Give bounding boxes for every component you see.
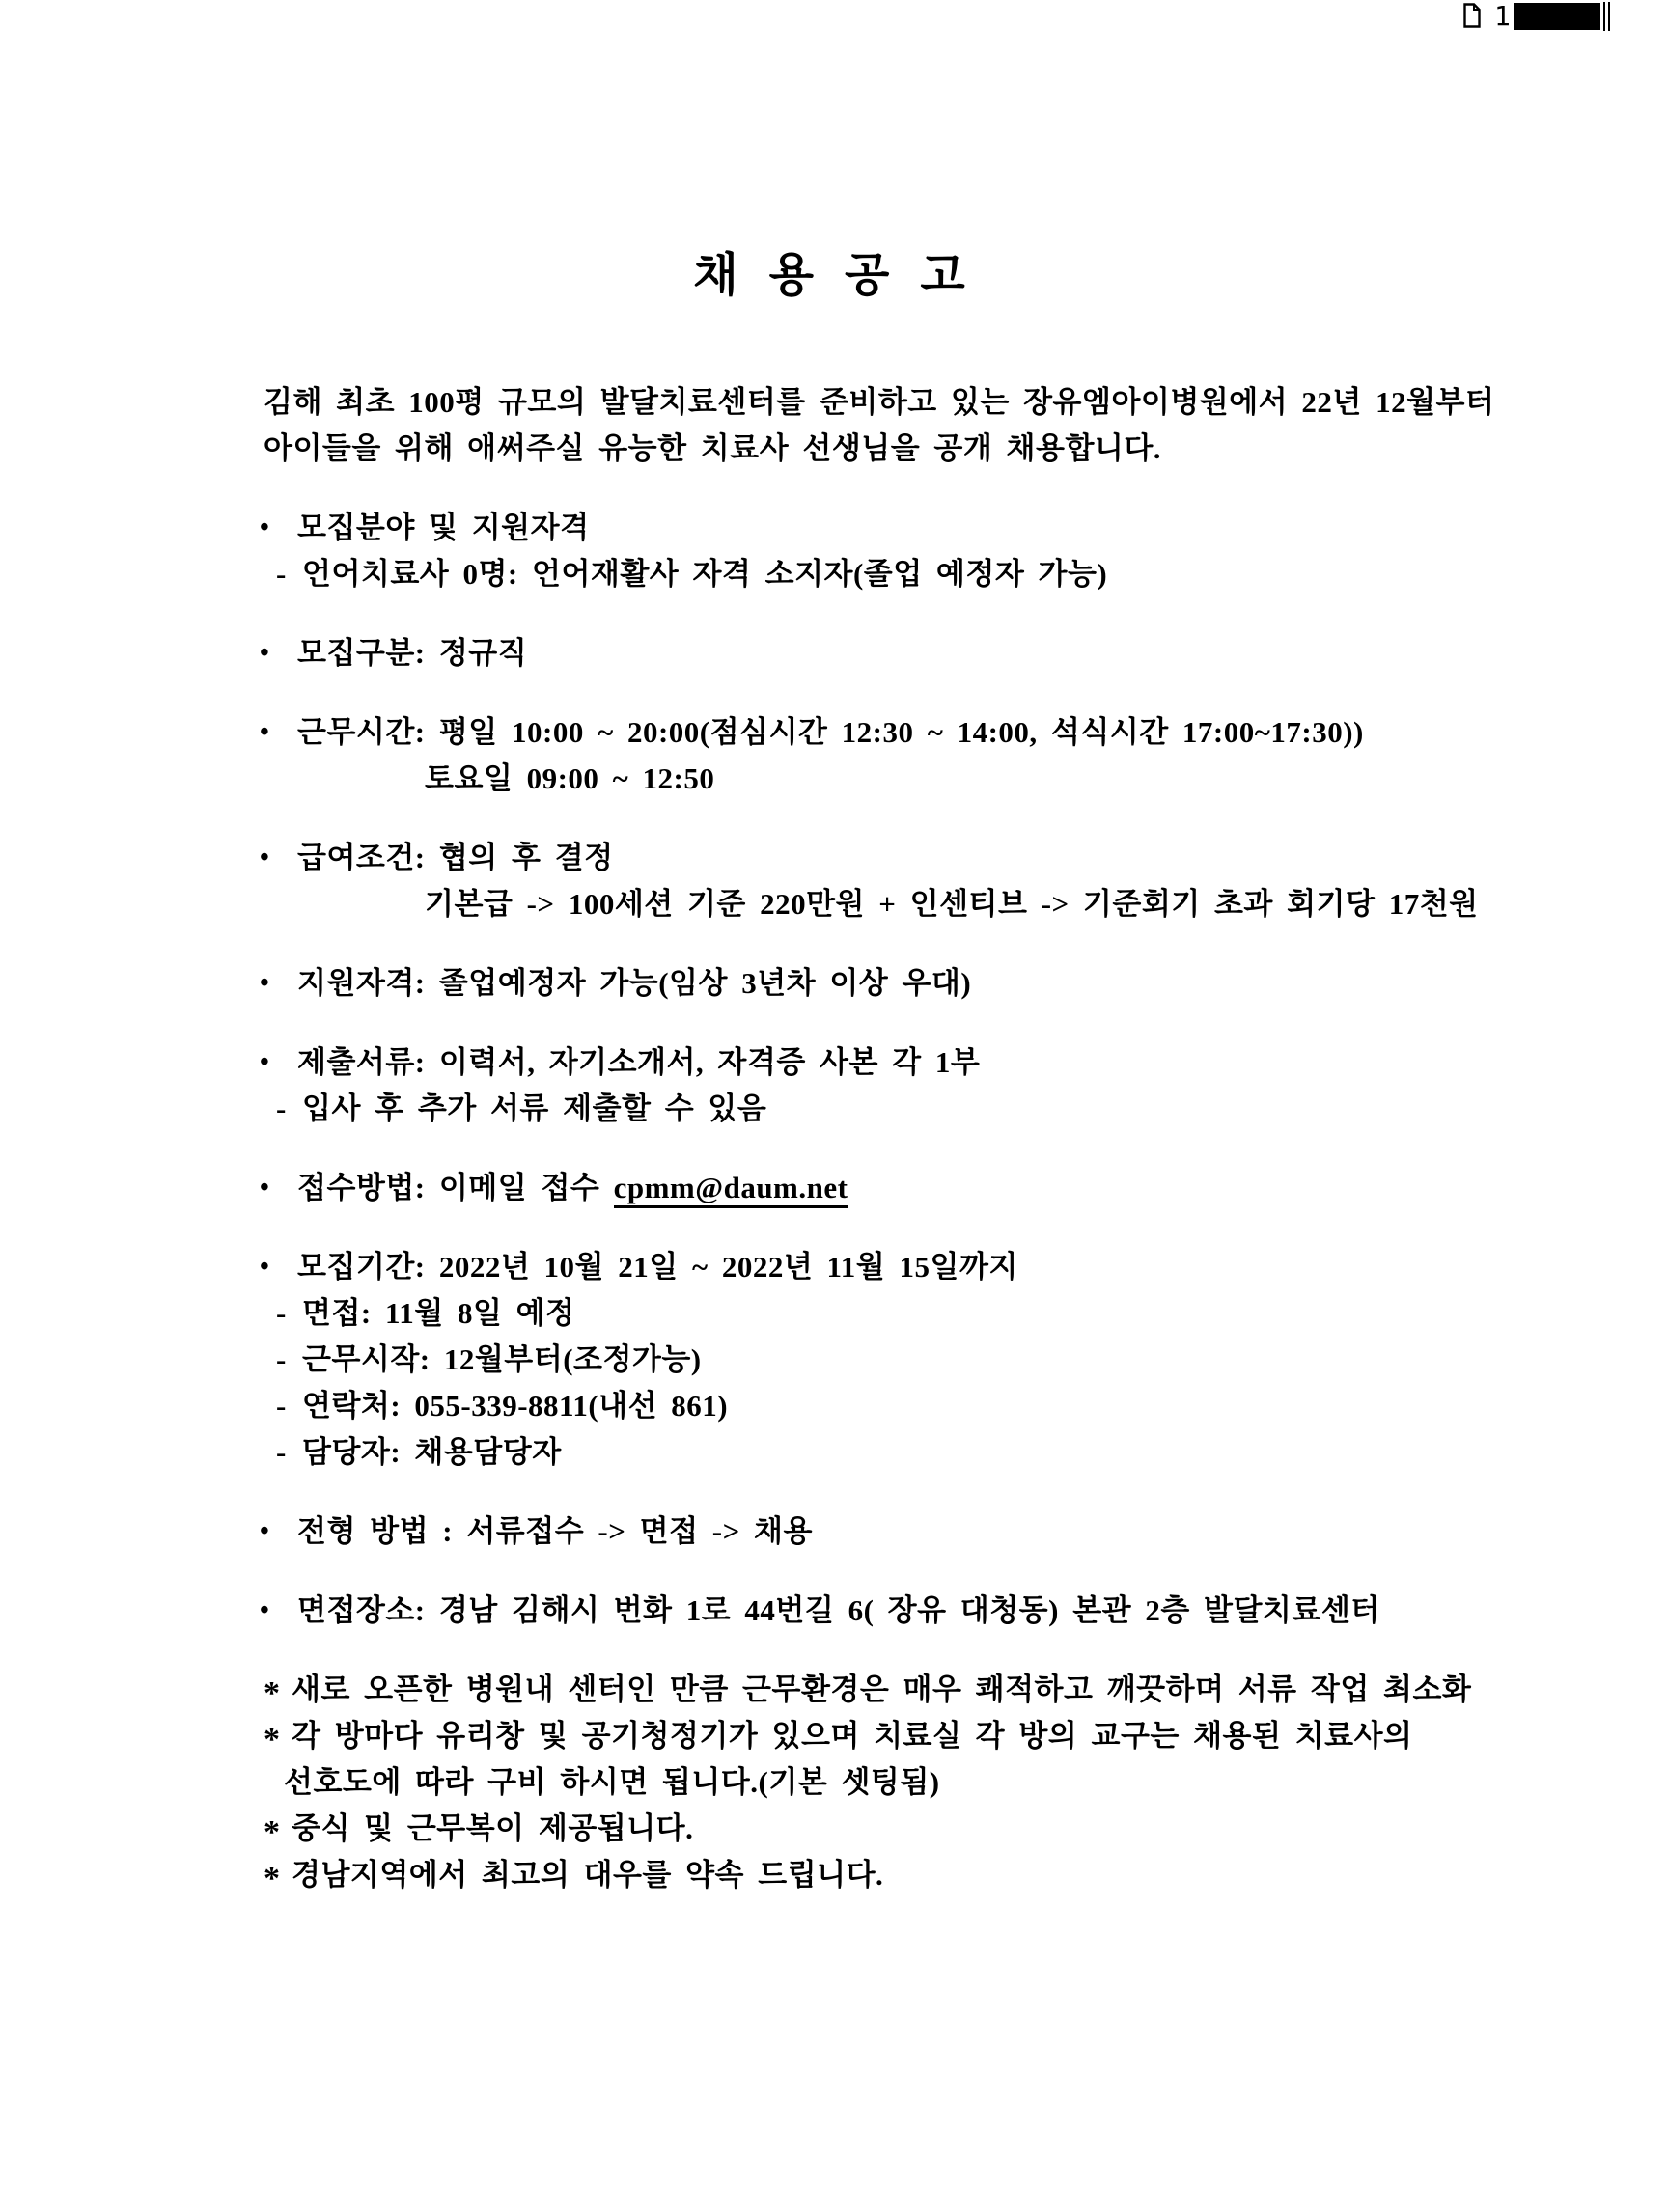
star-marker-icon: * bbox=[264, 1675, 281, 1711]
line-text: 면접장소: 경남 김해시 번화 1로 44번길 6( 장유 대청동) 본관 2층 발달치료센터 bbox=[297, 1593, 1380, 1627]
notice-body bbox=[0, 379, 1668, 1898]
notice-line bbox=[0, 1588, 1668, 1634]
notice-line bbox=[0, 1713, 1668, 1759]
line-text: 지원자격: 졸업예정자 가능(임상 3년차 이상 우대) bbox=[297, 966, 972, 1000]
bullet-marker-icon: • bbox=[260, 1595, 270, 1625]
line-text: 아이들을 위해 애써주실 유능한 치료사 선생님을 공개 채용합니다. bbox=[264, 431, 1162, 465]
bullet-marker-icon: • bbox=[260, 843, 270, 872]
line-text: 근무시간: 평일 10:00 ~ 20:00(점심시간 12:30 ~ 14:00, 석식시간 17:00~17:30)) bbox=[297, 715, 1364, 749]
line-text: 선호도에 따라 구비 하시면 됩니다.(기본 셋팅됨) bbox=[284, 1765, 940, 1799]
notice-line bbox=[0, 881, 1668, 927]
notice-line bbox=[0, 1086, 1668, 1132]
star-marker-icon: * bbox=[264, 1861, 281, 1896]
dash-marker-icon: - bbox=[276, 1435, 287, 1469]
viewer-header bbox=[0, 0, 1668, 41]
dash-marker-icon: - bbox=[276, 1389, 287, 1423]
line-text: 면접: 11월 8일 예정 bbox=[302, 1296, 575, 1330]
page-title: 채 용 공 고 bbox=[693, 250, 975, 301]
notice-line bbox=[0, 1667, 1668, 1713]
notice-line bbox=[0, 379, 1668, 426]
line-text: 새로 오픈한 병원내 센터인 만큼 근무환경은 매우 쾌적하고 깨끗하며 서류 작업 최소화 bbox=[292, 1673, 1472, 1706]
line-text: 담당자: 채용담당자 bbox=[302, 1435, 562, 1469]
bullet-marker-icon: • bbox=[260, 512, 270, 542]
vertical-rule bbox=[1608, 2, 1610, 31]
line-text: 급여조건: 협의 후 결정 bbox=[297, 841, 614, 874]
line-text: 연락처: 055-339-8811(내선 861) bbox=[302, 1389, 729, 1423]
line-text: 전형 방법 : 서류접수 -> 면접 -> 채용 bbox=[297, 1514, 813, 1548]
notice-line bbox=[0, 1165, 1668, 1211]
bullet-marker-icon: • bbox=[260, 717, 270, 747]
notice-line bbox=[0, 1508, 1668, 1555]
notice-line bbox=[0, 1759, 1668, 1806]
star-marker-icon: * bbox=[264, 1722, 281, 1757]
line-text: 김해 최초 100평 규모의 발달치료센터를 준비하고 있는 장유엠아이병원에서 22년 12월부터 bbox=[264, 385, 1495, 419]
notice-line bbox=[0, 1852, 1668, 1898]
line-text: 입사 후 추가 서류 제출할 수 있음 bbox=[302, 1092, 767, 1125]
line-text: 토요일 09:00 ~ 12:50 bbox=[425, 761, 715, 795]
notice-line bbox=[0, 426, 1668, 472]
vertical-rule bbox=[1603, 2, 1605, 31]
dash-marker-icon: - bbox=[276, 1092, 287, 1125]
line-text: 각 방마다 유리창 및 공기청정기가 있으며 치료실 각 방의 교구는 채용된 치료사의 bbox=[292, 1719, 1413, 1753]
bullet-marker-icon: • bbox=[260, 1047, 270, 1077]
line-text: 중식 및 근무복이 제공됩니다. bbox=[292, 1811, 694, 1845]
page-icon bbox=[1463, 3, 1481, 28]
dash-marker-icon: - bbox=[276, 1342, 287, 1376]
bullet-marker-icon: • bbox=[260, 1516, 270, 1546]
line-text: 근무시작: 12월부터(조정가능) bbox=[302, 1342, 702, 1376]
notice-line bbox=[0, 551, 1668, 597]
line-text: 기본급 -> 100세션 기준 220만원 + 인센티브 -> 기준회기 초과 회기당 17천원 bbox=[425, 887, 1479, 921]
line-text: 제출서류: 이력서, 자기소개서, 자격증 사본 각 1부 bbox=[297, 1045, 981, 1079]
bullet-marker-icon: • bbox=[260, 1252, 270, 1282]
redaction-bar bbox=[1514, 3, 1600, 30]
notice-line bbox=[0, 709, 1668, 756]
notice-line bbox=[0, 630, 1668, 677]
notice-line bbox=[0, 1806, 1668, 1852]
notice-line bbox=[0, 835, 1668, 881]
notice-line bbox=[0, 1429, 1668, 1476]
bullet-marker-icon: • bbox=[260, 1173, 270, 1203]
notice-line bbox=[0, 505, 1668, 551]
line-text: 모집구분: 정규직 bbox=[297, 636, 528, 670]
line-text: 모집기간: 2022년 10월 21일 ~ 2022년 11월 15일까지 bbox=[297, 1250, 1018, 1284]
bullet-marker-icon: • bbox=[260, 968, 270, 998]
notice-line bbox=[0, 960, 1668, 1007]
page-number: 1 bbox=[1494, 0, 1511, 32]
line-text: 모집분야 및 지원자격 bbox=[297, 511, 590, 544]
notice-line bbox=[0, 756, 1668, 802]
bullet-marker-icon: • bbox=[260, 638, 270, 668]
notice-line bbox=[0, 1290, 1668, 1337]
notice-line bbox=[0, 1337, 1668, 1383]
star-marker-icon: * bbox=[264, 1814, 281, 1850]
line-text: 접수방법: 이메일 접수 bbox=[297, 1171, 614, 1204]
email-link[interactable]: cpmm@daum.net bbox=[614, 1171, 848, 1208]
dash-marker-icon: - bbox=[276, 1296, 287, 1330]
notice-line bbox=[0, 1039, 1668, 1086]
line-text: 언어치료사 0명: 언어재활사 자격 소지자(졸업 예정자 가능) bbox=[302, 557, 1108, 591]
notice-line bbox=[0, 1244, 1668, 1290]
line-text: 경남지역에서 최고의 대우를 약속 드립니다. bbox=[292, 1858, 884, 1892]
dash-marker-icon: - bbox=[276, 557, 287, 591]
notice-line bbox=[0, 1383, 1668, 1429]
